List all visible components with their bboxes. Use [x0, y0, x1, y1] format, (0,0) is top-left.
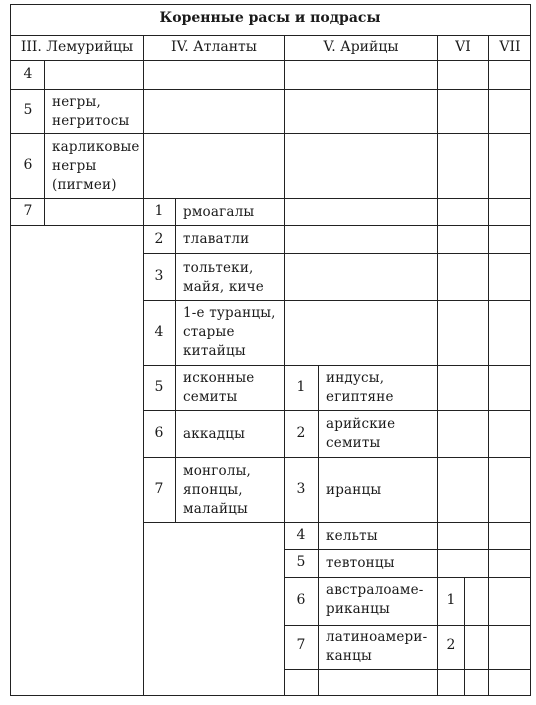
aryan-name-5: тевтонцы	[326, 555, 395, 571]
atlantean-name-2: тлаватли	[183, 231, 250, 247]
aryan-name-3: иранцы	[326, 482, 382, 498]
atlantean-name-3: тольтеки, майя, киче	[183, 260, 264, 295]
aryan-name-6: австралоаме- риканцы	[326, 582, 424, 617]
column-header-atlanteans: IV. Атланты	[171, 39, 257, 55]
aryan-name-7: латиноамери- канцы	[326, 629, 428, 664]
lemurian-name-5: негры, негритосы	[52, 94, 130, 129]
atlantean-name-1: рмоагалы	[183, 204, 255, 220]
column-header-aryans: V. Арийцы	[323, 39, 399, 55]
atlantean-name-4: 1-е туранцы, старые китайцы	[183, 305, 276, 359]
atlantean-name-6: аккадцы	[183, 426, 246, 442]
table-title: Коренные расы и подрасы	[159, 10, 381, 26]
aryan-name-4: кельты	[326, 528, 378, 544]
lemurian-name-6: карликовые негры (пигмеи)	[52, 139, 140, 193]
aryan-name-2: арийские семиты	[326, 416, 396, 451]
column-header-sixth: VI	[455, 39, 471, 55]
aryan-name-1: индусы, египтяне	[326, 370, 394, 405]
atlantean-name-5: исконные семиты	[183, 370, 255, 405]
column-header-seventh: VII	[499, 39, 521, 55]
atlantean-name-7: монголы, японцы, малайцы	[183, 463, 252, 517]
column-header-lemurians: III. Лемурийцы	[20, 39, 134, 55]
